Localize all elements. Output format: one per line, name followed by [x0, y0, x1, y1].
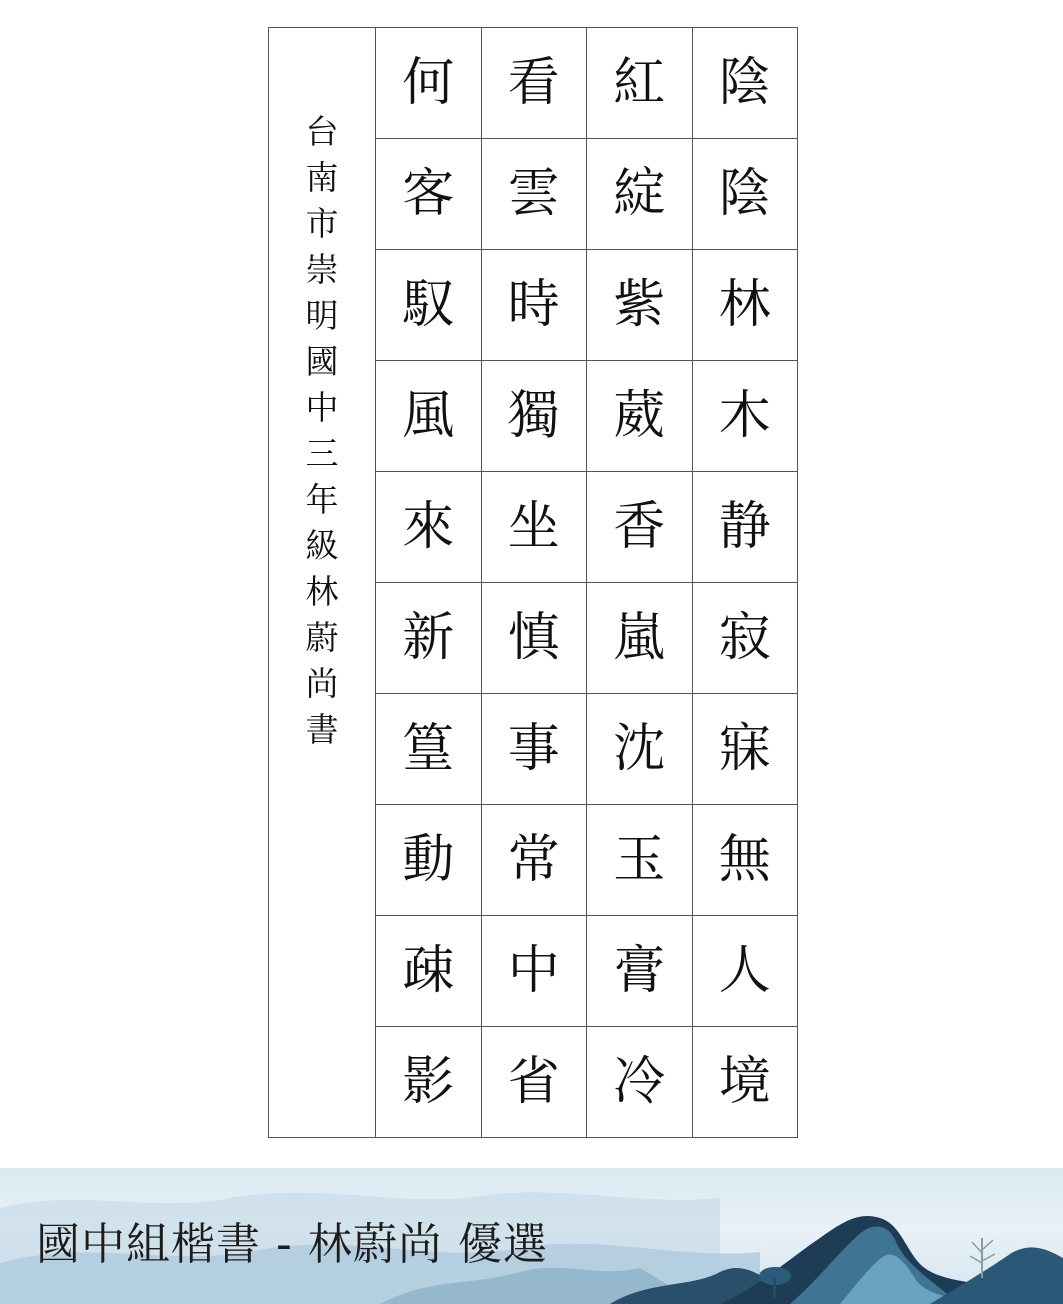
poem-char: 膏: [587, 916, 692, 1027]
signature-char: 市: [305, 203, 339, 243]
signature-char: 尚: [305, 663, 339, 703]
poem-char: 無: [693, 805, 798, 916]
signature-char: 級: [305, 525, 339, 565]
signature-char: 崇: [305, 249, 339, 289]
poem-char: 林: [693, 250, 798, 361]
poem-char: 坐: [482, 472, 587, 583]
poem-char: 境: [718, 1052, 771, 1112]
poem-char: 客: [376, 139, 481, 250]
poem-char: 葳: [587, 361, 692, 472]
signature-char: 中: [305, 387, 339, 427]
poem-char: 香: [587, 472, 692, 583]
poem-char: 影: [402, 1052, 455, 1112]
poem-char: 静: [693, 472, 798, 583]
poem-char: 綻: [587, 139, 692, 250]
signature-column: [269, 28, 375, 1137]
poem-column-4: [375, 28, 481, 1137]
poem-char: 紫: [587, 250, 692, 361]
signature-char: 三: [305, 433, 339, 473]
signature-char: 林: [305, 571, 339, 611]
poem-char: 事: [482, 694, 587, 805]
poem-char: 看: [482, 28, 587, 139]
poem-char: 紅: [587, 28, 692, 139]
signature-char: 台: [305, 111, 339, 151]
poem-char: 省: [507, 1052, 560, 1112]
poem-char: 陰: [693, 139, 798, 250]
poem-char: 冷: [613, 1052, 666, 1112]
poem-char: 何: [376, 28, 481, 139]
poem-char: 人: [693, 916, 798, 1027]
poem-char: 時: [482, 250, 587, 361]
poem-char: 玉: [587, 805, 692, 916]
poem-char: 寐: [693, 694, 798, 805]
signature-char: 書: [305, 709, 339, 749]
poem-char: 疎: [376, 916, 481, 1027]
poem-char: 常: [482, 805, 587, 916]
poem-char: 篁: [376, 694, 481, 805]
poem-char: 嵐: [587, 583, 692, 694]
signature-char: 明: [305, 295, 339, 335]
poem-char: 陰: [693, 28, 798, 139]
calligraphy-sheet: [268, 27, 798, 1138]
award-title: 國中組楷書 - 林蔚尚 優選: [36, 1219, 548, 1270]
poem-column-2: [586, 28, 692, 1137]
poem-char: 新: [376, 583, 481, 694]
poem-char: 動: [376, 805, 481, 916]
poem-char: 獨: [482, 361, 587, 472]
award-banner: [0, 1168, 1063, 1304]
poem-char: 寂: [693, 583, 798, 694]
poem-char: 沈: [587, 694, 692, 805]
poem-char: 馭: [376, 250, 481, 361]
poem-column-1: [692, 28, 798, 1137]
signature-char: 年: [305, 479, 339, 519]
poem-column-3: [481, 28, 587, 1137]
poem-char: 木: [693, 361, 798, 472]
poem-char: 來: [376, 472, 481, 583]
poem-char: 風: [376, 361, 481, 472]
poem-char: 雲: [482, 139, 587, 250]
poem-char: 慎: [482, 583, 587, 694]
signature-char: 蔚: [305, 617, 339, 657]
signature-char: 南: [305, 157, 339, 197]
poem-char: 中: [482, 916, 587, 1027]
signature-char: 國: [305, 341, 339, 381]
